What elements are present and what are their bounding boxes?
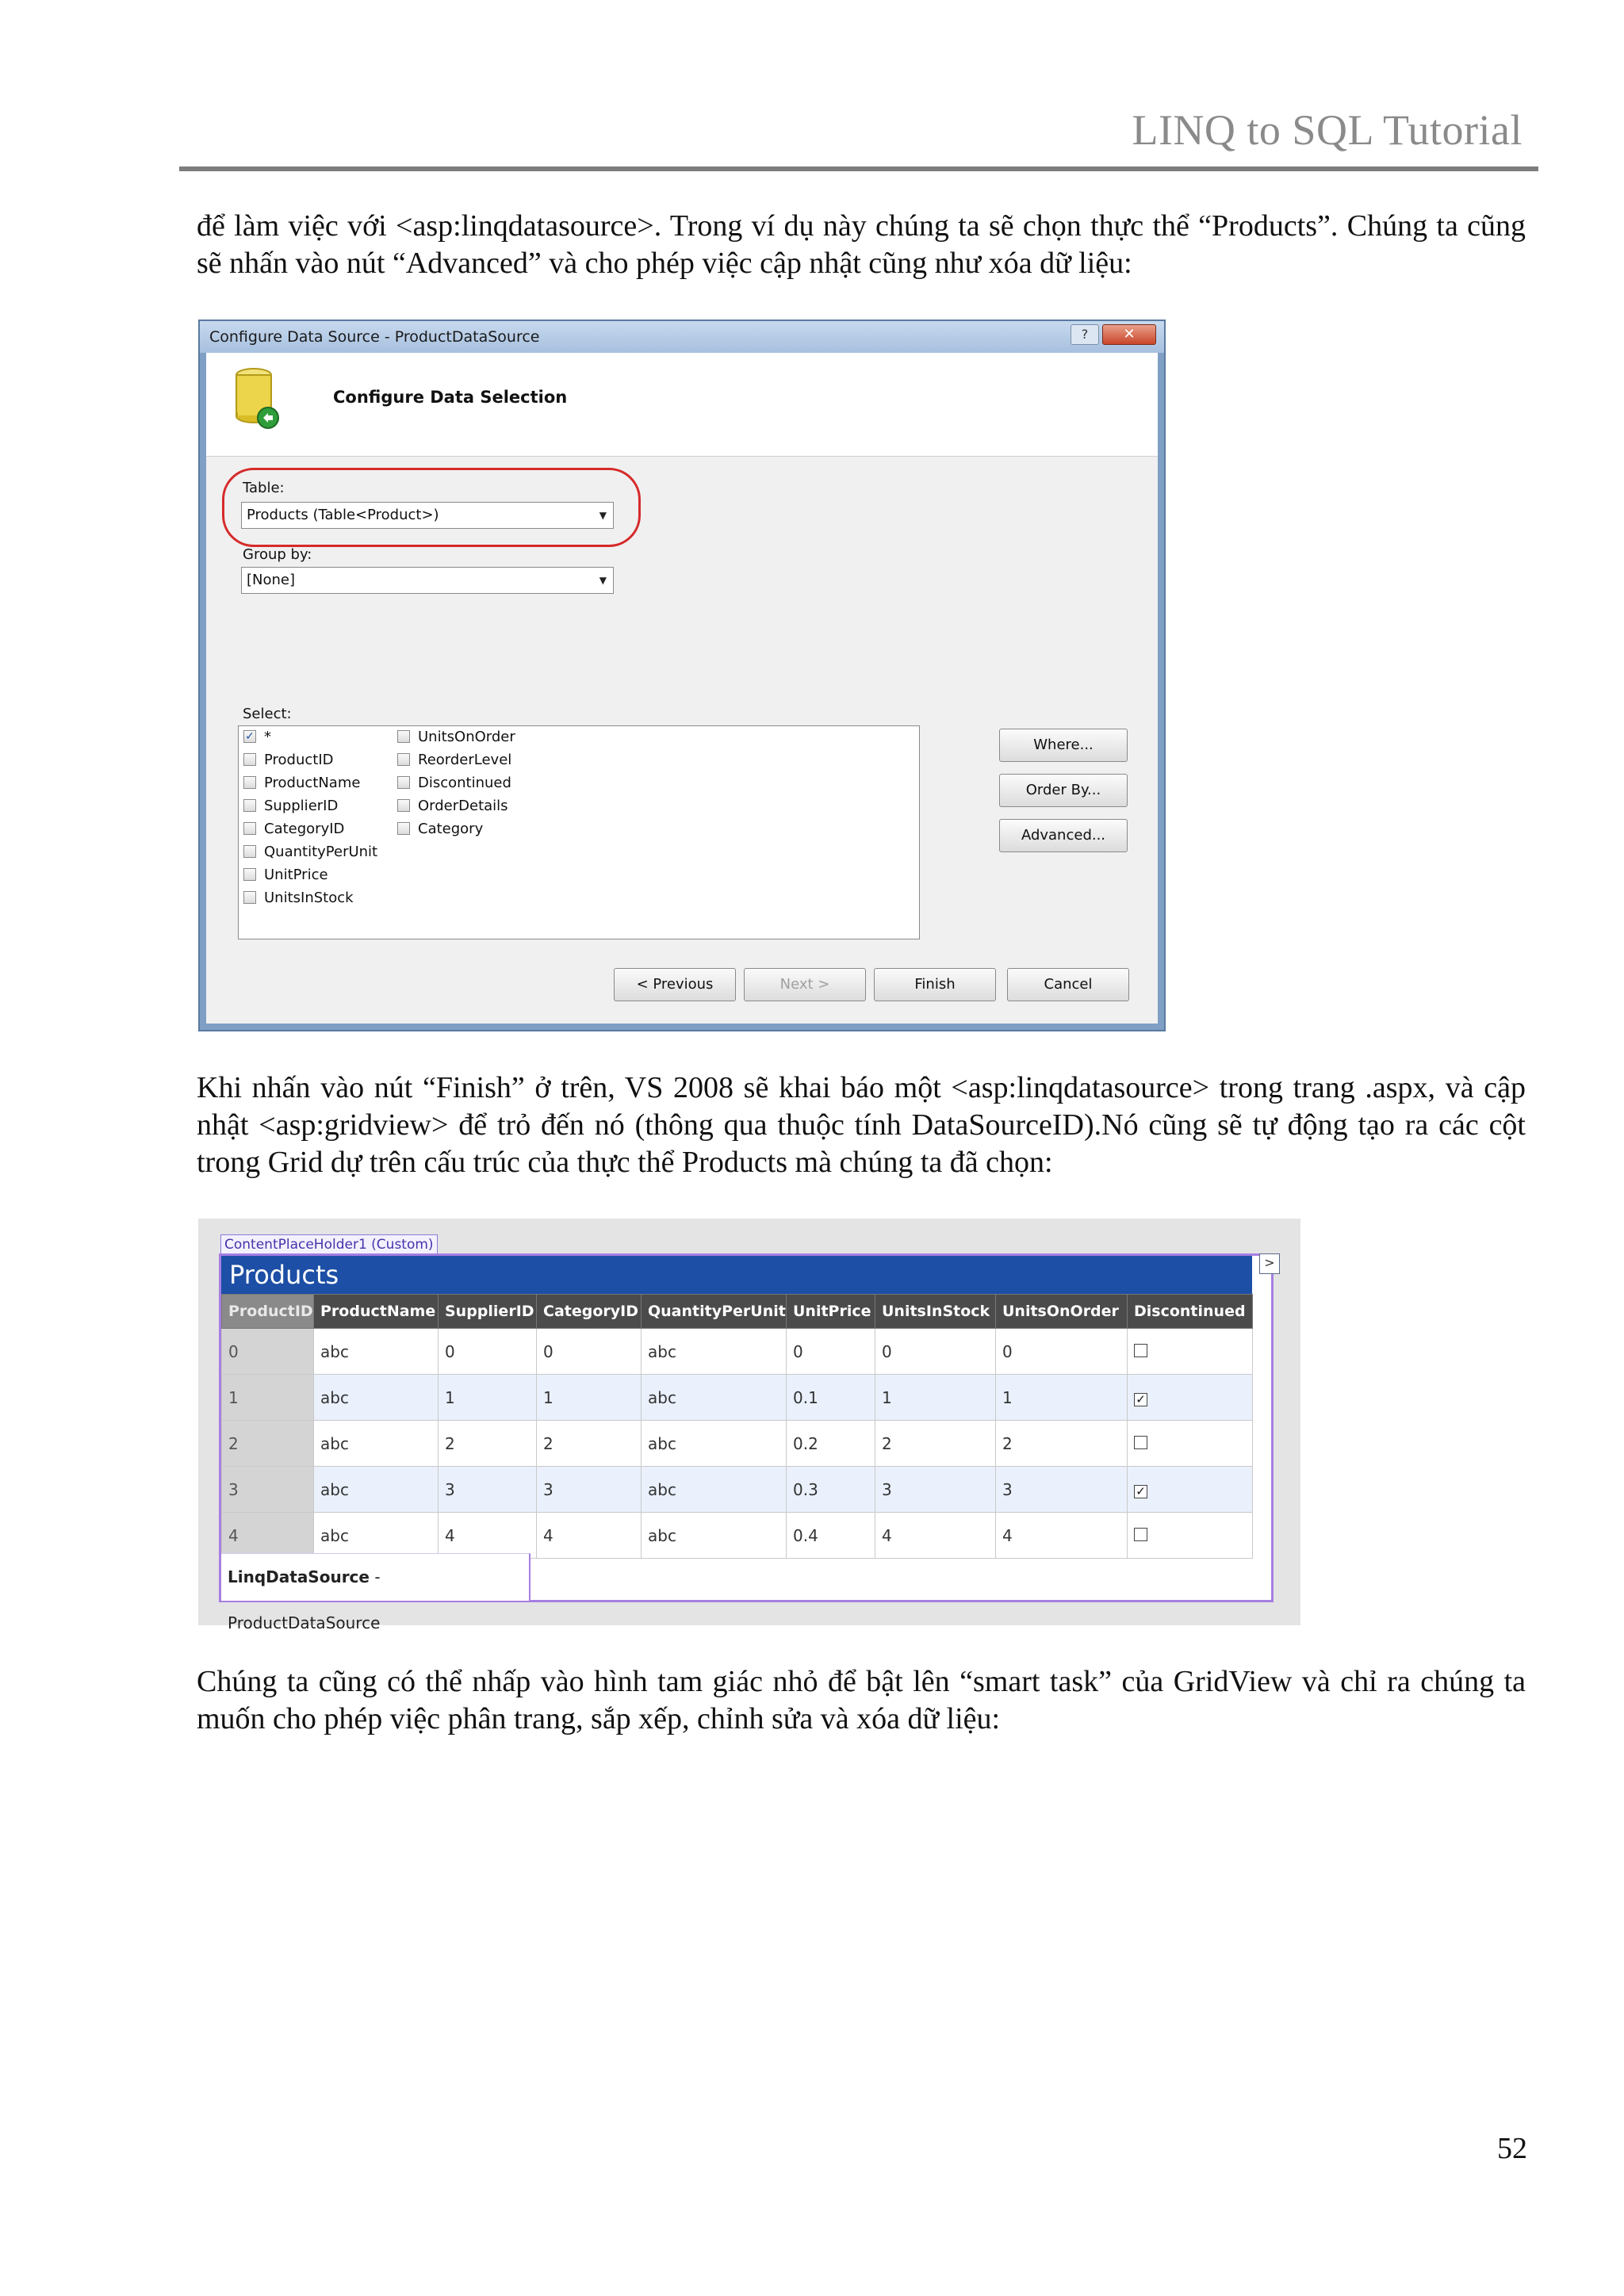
- table-cell: [1128, 1375, 1253, 1421]
- field-item[interactable]: [240, 795, 338, 817]
- group-by-select[interactable]: [241, 567, 614, 594]
- table-cell: abc: [314, 1421, 439, 1467]
- table-cell: 4: [875, 1513, 996, 1559]
- discontinued-checkbox[interactable]: [1134, 1436, 1147, 1449]
- column-header[interactable]: Discontinued: [1128, 1295, 1253, 1329]
- table-cell: 3: [537, 1467, 642, 1513]
- database-icon: [232, 365, 284, 432]
- grid-frame: [219, 1253, 1274, 1632]
- content-placeholder-label: ContentPlaceHolder1 (Custom): [220, 1234, 438, 1254]
- dialog-titlebar: [200, 321, 1164, 353]
- field-label: UnitsInStock: [264, 890, 354, 906]
- table-cell: 2: [996, 1421, 1128, 1467]
- checkbox-icon[interactable]: [397, 753, 410, 766]
- advanced-button[interactable]: Advanced...: [999, 819, 1128, 852]
- where-button[interactable]: Where...: [999, 729, 1128, 762]
- chevron-down-icon: ▼: [599, 510, 607, 521]
- table-row: [222, 1375, 1253, 1421]
- table-cell: 4: [439, 1513, 537, 1559]
- dialog-heading: Configure Data Selection: [333, 388, 568, 407]
- field-label: Discontinued: [418, 775, 511, 791]
- table-cell: [1128, 1467, 1253, 1513]
- table-row: [222, 1513, 1253, 1559]
- table-cell: 0: [996, 1329, 1128, 1375]
- checkbox-icon[interactable]: [397, 730, 410, 743]
- table-cell: [1128, 1329, 1253, 1375]
- column-header[interactable]: UnitsInStock: [875, 1295, 996, 1329]
- field-item[interactable]: [240, 818, 344, 840]
- table-cell: abc: [314, 1375, 439, 1421]
- chevron-down-icon: ▼: [599, 575, 607, 586]
- dialog-body: [206, 353, 1158, 1024]
- table-cell: 4: [996, 1513, 1128, 1559]
- column-header[interactable]: CategoryID: [537, 1295, 642, 1329]
- checkbox-icon[interactable]: [243, 776, 256, 789]
- highlight-ring: [222, 468, 641, 547]
- field-label: UnitPrice: [264, 867, 328, 883]
- column-header[interactable]: SupplierID: [439, 1295, 537, 1329]
- column-header[interactable]: ProductName: [314, 1295, 439, 1329]
- table-cell: 0: [537, 1329, 642, 1375]
- checkbox-icon[interactable]: [243, 753, 256, 766]
- table-cell: abc: [642, 1513, 787, 1559]
- previous-button[interactable]: < Previous: [614, 968, 736, 1001]
- checkbox-icon[interactable]: [243, 891, 256, 904]
- next-button[interactable]: Next >: [744, 968, 866, 1001]
- datasource-type: LinqDataSource: [228, 1567, 370, 1586]
- table-label: Table:: [243, 480, 285, 496]
- checkbox-icon[interactable]: [397, 776, 410, 789]
- table-cell: 0: [222, 1329, 314, 1375]
- column-header[interactable]: UnitsOnOrder: [996, 1295, 1128, 1329]
- table-cell: abc: [642, 1467, 787, 1513]
- table-cell: 0.1: [787, 1375, 875, 1421]
- products-grid: [221, 1294, 1253, 1559]
- field-label: ProductID: [264, 752, 334, 768]
- configure-data-source-dialog: [198, 320, 1166, 1031]
- column-header[interactable]: ProductID: [222, 1295, 314, 1329]
- table-cell: 0: [787, 1329, 875, 1375]
- paragraph-finish: Khi nhấn vào nút “Finish” ở trên, VS 2008 sẽ khai báo một <asp:linqdatasource> trong trang .aspx, và cập nhật <asp:gridview> để trỏ đến nó (thông qua thuộc tính DataSourceID).Nó cũng sẽ tự động tạo ra các cột trong Grid dự trên cấu trúc của thực thể Products mà chúng ta đã chọn:: [197, 1071, 1526, 1179]
- table-cell: abc: [314, 1467, 439, 1513]
- field-label: UnitsOnOrder: [418, 729, 515, 745]
- field-label: ProductName: [264, 775, 361, 791]
- discontinued-checkbox[interactable]: ✓: [1134, 1485, 1147, 1498]
- field-label: OrderDetails: [418, 798, 508, 814]
- select-fields-list: [238, 725, 920, 939]
- field-item[interactable]: [240, 841, 377, 863]
- field-label: ReorderLevel: [418, 752, 512, 768]
- checkbox-icon[interactable]: [243, 868, 256, 881]
- field-item[interactable]: [394, 772, 511, 794]
- table-cell: [1128, 1421, 1253, 1467]
- header-title: LINQ to SQL Tutorial: [1132, 106, 1522, 154]
- table-cell: 4: [222, 1513, 314, 1559]
- table-cell: abc: [642, 1329, 787, 1375]
- field-label: Category: [418, 821, 484, 837]
- table-cell: 0: [439, 1329, 537, 1375]
- checkbox-icon[interactable]: [243, 845, 256, 858]
- table-cell: 3: [439, 1467, 537, 1513]
- table-cell: 2: [222, 1421, 314, 1467]
- field-item[interactable]: [240, 749, 334, 771]
- checkbox-icon[interactable]: [397, 822, 410, 835]
- table-cell: 1: [996, 1375, 1128, 1421]
- linq-datasource-label[interactable]: [221, 1553, 530, 1632]
- checkbox-icon[interactable]: ✓: [243, 730, 256, 743]
- grid-caption: Products: [221, 1256, 1252, 1294]
- table-cell: 3: [996, 1467, 1128, 1513]
- field-item[interactable]: [394, 726, 515, 748]
- column-header[interactable]: QuantityPerUnit: [642, 1295, 787, 1329]
- select-label: Select:: [243, 706, 292, 722]
- table-cell: 1: [537, 1375, 642, 1421]
- table-cell: [1128, 1513, 1253, 1559]
- table-row: [222, 1421, 1253, 1467]
- dialog-title: Configure Data Source - ProductDataSource: [209, 328, 540, 346]
- table-cell: 2: [875, 1421, 996, 1467]
- field-item[interactable]: [394, 795, 508, 817]
- field-item[interactable]: [240, 772, 360, 794]
- close-icon[interactable]: ✕: [1102, 324, 1156, 345]
- help-icon[interactable]: ?: [1071, 324, 1099, 345]
- discontinued-checkbox[interactable]: [1134, 1528, 1147, 1541]
- table-cell: 1: [439, 1375, 537, 1421]
- table-cell: 1: [222, 1375, 314, 1421]
- table-cell: 1: [875, 1375, 996, 1421]
- column-header[interactable]: UnitPrice: [787, 1295, 875, 1329]
- field-label: *: [264, 729, 271, 745]
- checkbox-icon[interactable]: [397, 799, 410, 812]
- group-by-select-value: [None]: [247, 572, 296, 588]
- table-cell: 0.4: [787, 1513, 875, 1559]
- page-number: 52: [1497, 2132, 1527, 2165]
- finish-button[interactable]: Finish: [874, 968, 996, 1001]
- field-label: CategoryID: [264, 821, 345, 837]
- field-label: SupplierID: [264, 798, 339, 814]
- table-cell: 0.3: [787, 1467, 875, 1513]
- gridview-designer: [198, 1219, 1300, 1632]
- table-select-value: Products (Table<Product>): [247, 507, 439, 523]
- field-label: QuantityPerUnit: [264, 844, 378, 860]
- table-cell: 2: [537, 1421, 642, 1467]
- group-by-label: Group by:: [243, 546, 312, 563]
- header-rule: [179, 166, 1538, 171]
- paragraph-smart-task: Chúng ta cũng có thể nhấp vào hình tam giác nhỏ để bật lên “smart task” của GridView và chỉ ra chúng ta muốn cho phép việc phân trang, sắp xếp, chỉnh sửa và xóa dữ liệu:: [197, 1665, 1526, 1735]
- checkbox-icon[interactable]: [243, 799, 256, 812]
- smart-tag-icon[interactable]: >: [1259, 1253, 1280, 1274]
- field-item[interactable]: [240, 726, 271, 748]
- grid-header-row: [222, 1295, 1253, 1329]
- discontinued-checkbox[interactable]: ✓: [1134, 1393, 1147, 1406]
- table-cell: 2: [439, 1421, 537, 1467]
- order-by-button[interactable]: Order By...: [999, 774, 1128, 807]
- field-item[interactable]: [394, 818, 483, 840]
- table-cell: abc: [314, 1329, 439, 1375]
- dialog-banner: [206, 353, 1158, 457]
- table-row: [222, 1329, 1253, 1375]
- field-item[interactable]: [394, 749, 511, 771]
- table-cell: 4: [537, 1513, 642, 1559]
- table-cell: abc: [642, 1375, 787, 1421]
- table-cell: abc: [314, 1513, 439, 1559]
- table-cell: 0: [875, 1329, 996, 1375]
- cancel-button[interactable]: Cancel: [1007, 968, 1129, 1001]
- table-cell: abc: [642, 1421, 787, 1467]
- field-item[interactable]: [240, 864, 328, 886]
- table-cell: 3: [222, 1467, 314, 1513]
- field-item[interactable]: [240, 887, 354, 909]
- paragraph-intro: để làm việc với <asp:linqdatasource>. Trong ví dụ này chúng ta sẽ chọn thực thể “Products”. Chúng ta cũng sẽ nhấn vào nút “Advanced” và cho phép việc cập nhật cũng như xóa dữ liệu:: [197, 209, 1526, 280]
- table-cell: 3: [875, 1467, 996, 1513]
- discontinued-checkbox[interactable]: [1134, 1344, 1147, 1357]
- table-cell: 0.2: [787, 1421, 875, 1467]
- datasource-name: - ProductDataSource: [228, 1567, 381, 1632]
- checkbox-icon[interactable]: [243, 822, 256, 835]
- table-row: [222, 1467, 1253, 1513]
